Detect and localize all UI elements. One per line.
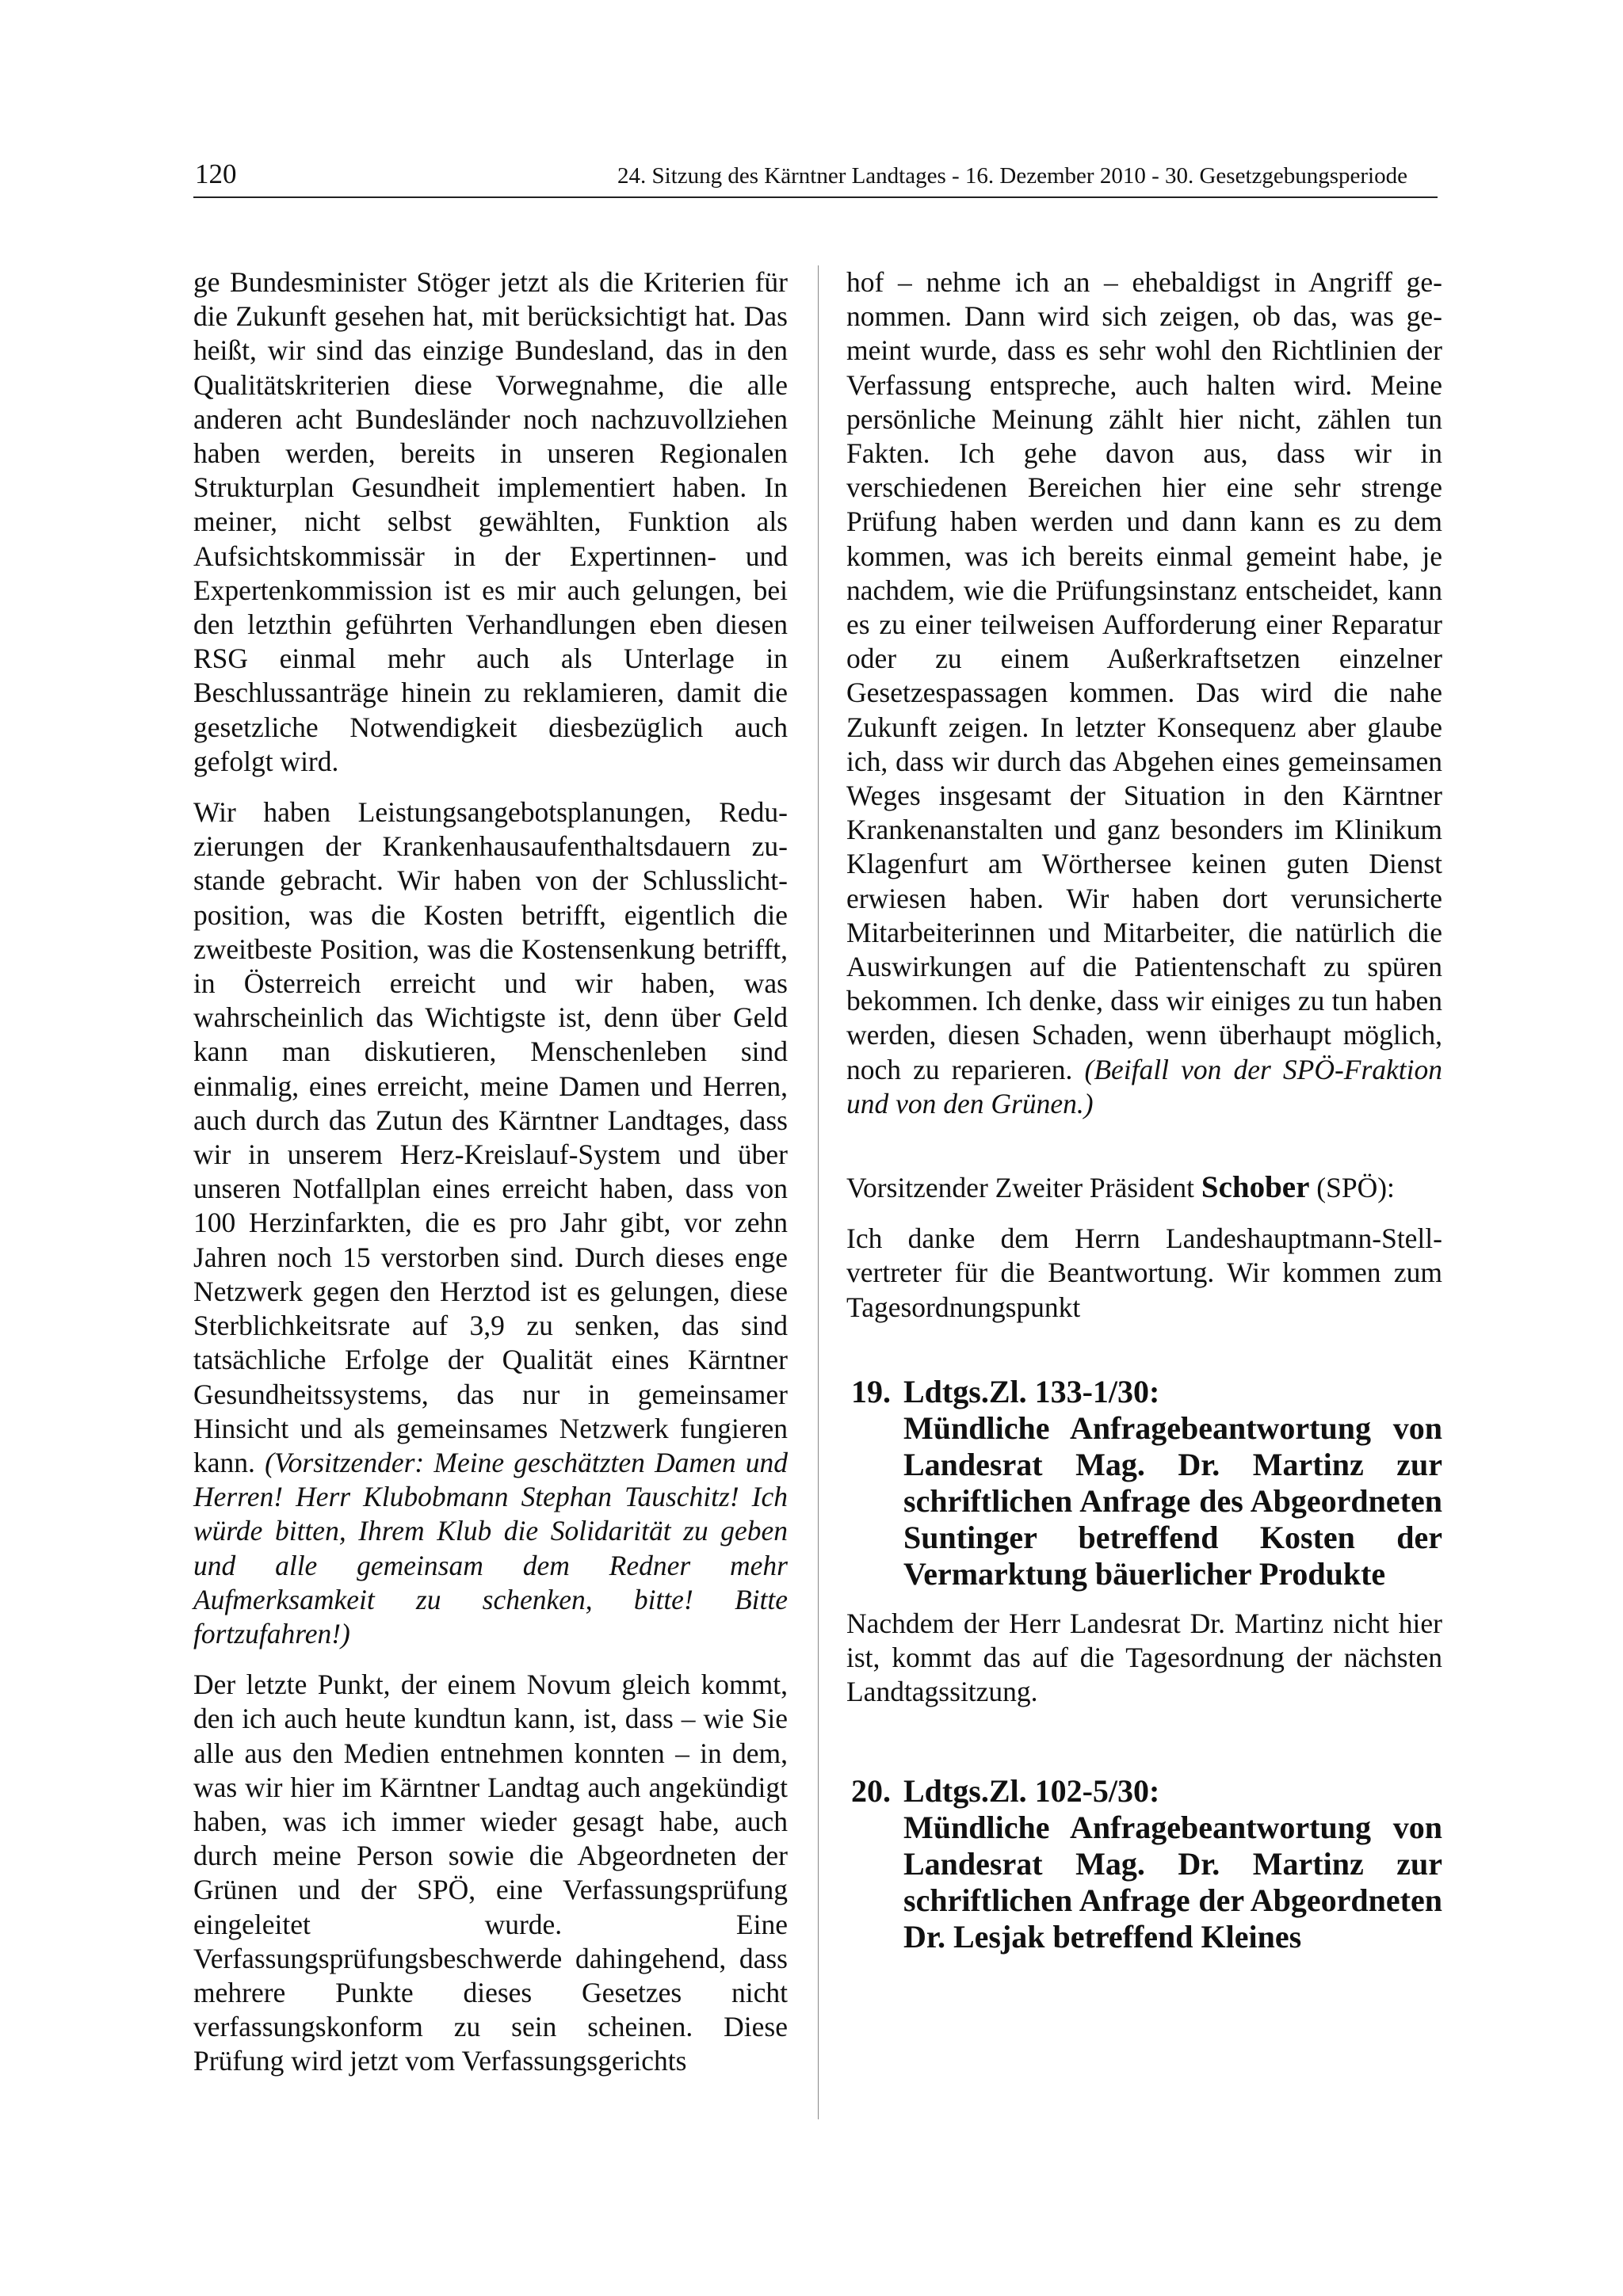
interjection: (Vorsitzender: Meine geschätzten Damen und Herren! Herr Klubobmann Stephan Tauschitz! Ich würde bitten, Ihrem Klub die Solidarität zu geben und alle gemeinsam dem Redner mehr Aufmerksamkeit zu schenken, bitte! Bitte fortzufahren!) [193,1446,788,1650]
paragraph-text: Wir haben Leistungsangebotsplanungen, Reduzierungen der Krankenhausaufenthaltsdauern zustande gebracht. Wir haben von der Schlusslichtposition, was die Kosten betrifft, eigentlich die zweitbeste Position, was die Kostensenkung betrifft, in Österreich erreicht und wir haben, was wahrscheinlich das Wichtigste ist, denn über Geld kann man diskutieren, Menschenleben sind einmalig, eines erreicht, meine Damen und Herren, auch durch das Zutun des Kärntner Landtages, dass wir in unserem Herz-Kreislauf-System und über unseren Notfallplan eines erreicht haben, dass von 100 Herzinfarkten, die es pro Jahr gibt, vor zehn Jahren noch 15 verstorben sind. Durch dieses enge Netzwerk gegen den Herztod ist es gelungen, diese Sterblichkeitsrate auf 3,9 zu senken, das sind tatsächliche Erfolge der Qualität eines Kärntner Gesundheitssystems, das nur in gemeinsamer Hinsicht und als gemeinsames Netzwerk fungieren kann. [193,796,788,1478]
speaker-name: Schober [1201,1170,1310,1205]
speaker-title: Vorsitzender Zweiter Präsident [846,1172,1201,1204]
speaker-line [846,1170,1442,1205]
page-number: 120 [195,158,237,189]
paragraph-text: hof – nehme ich an – ehebaldigst in Angriff genommen. Dann wird sich zeigen, ob das, was gemeint wurde, dass es sehr wohl den Richtlinien der Verfassung entspreche, auch halten wird. Meine persönliche Meinung zählt hier nicht, zählen tun Fakten. Ich gehe davon aus, dass wir in verschiedenen Bereichen hier eine sehr strenge Prüfung haben werden und dann kann es zu dem kommen, was ich bereits einmal gemeint habe, je nachdem, wie die Prüfungsinstanz entscheidet, kann es zu einer teilweisen Aufforderung einer Reparatur oder zu einem Außerkraftsetzen einzelner Gesetzespassagen kommen. Das wird die nahe Zukunft zeigen. In letzter Konsequenz aber glaube ich, dass wir durch das Abgehen eines gemeinsamen Weges insgesamt der Situation in den Kärntner Krankenanstalten und ganz besonders im Klinikum Klagenfurt am Wörthersee keinen guten Dienst erwiesen haben. Wir haben dort verunsicherte Mitarbeiterinnen und Mitarbeiter, die natürlich die Auswirkungen auf die Patientenschaft zu spüren bekommen. Ich denke, dass wir einiges zu tun haben werden, diesen Schaden, wenn überhaupt möglich, noch zu reparieren. [846,266,1442,1085]
paragraph: Ich danke dem Herrn Landeshauptmann-Stellvertreter für die Beantwortung. Wir kommen zum Tagesordnungspunkt [846,1222,1442,1323]
agenda-item-title: Mündliche Anfragebeantwortung von Landesrat Mag. Dr. Martinz zur schriftlichen Anfrage der Abgeordneten Dr. Lesjak betreffend Kleines [903,1809,1442,1955]
interjection: (Beifall von der SPÖ-Fraktion und von den Grünen.) [846,1053,1443,1119]
speaker-party: (SPÖ): [1309,1172,1395,1204]
page-header [193,155,1438,198]
agenda-item-reference: Ldtgs.Zl. 133-1/30: [903,1373,1160,1409]
paragraph: Nachdem der Herr Landesrat Dr. Martinz nicht hier ist, kommt das auf die Tagesordnung der nächsten Landtagssitzung. [846,1607,1442,1708]
paragraph [846,265,1442,1121]
running-title: 24. Sitzung des Kärntner Landtages - 16. Dezember 2010 - 30. Gesetzgebungsperiode [617,163,1407,189]
right-column [846,265,1442,1970]
paragraph: Der letzte Punkt, der einem Novum gleich kommt, den ich auch heute kundtun kann, ist, dass – wie Sie alle aus den Medien entnehmen konnten – in dem, was wir hier im Kärntner Landtag auch angekündigt haben, was ich immer wieder gesagt habe, auch durch meine Person sowie die Abgeordneten der Grünen und der SPÖ, eine Verfassungsprüfung eingeleitet wurde. Eine Verfassungsprüfungsbeschwerde dahingehend, dass mehrere Punkte dieses Gesetzes nicht verfassungskonform zu sein scheinen. Diese Prüfung wird jetzt vom Verfassungsgerichts [193,1669,788,2077]
paragraph [193,795,788,1651]
paragraph: ge Bundesminister Stöger jetzt als die Kriterien für die Zukunft gesehen hat, mit berücksichtigt hat. Das heißt, wir sind das einzige Bundesland, das in den Qualitätskriterien diese Vorwegnahme, die alle anderen acht Bundesländer noch nachzuvollziehen haben werden, bereits in unseren Regionalen Strukturplan Gesundheit implementiert haben. In meiner, nicht selbst gewählten, Funktion als Aufsichtskommissär in der Expertinnen- und Expertenkommission ist es mir auch gelungen, bei den letzthin geführten Verhandlungen eben diesen RSG einmal mehr auch als Unterlage in Beschlussanträge hinein zu reklamieren, damit die gesetzliche Notwendigkeit diesbezüglich auch gefolgt wird. [193,266,788,777]
agenda-item-reference: Ldtgs.Zl. 102-5/30: [903,1772,1160,1809]
agenda-item-19 [846,1374,1442,1592]
left-column [193,265,788,2096]
agenda-item-number: 20. [851,1772,891,1809]
agenda-item-20 [846,1773,1442,1955]
column-divider [818,265,819,2119]
agenda-item-title: Mündliche Anfragebeantwortung von Landesrat Mag. Dr. Martinz zur schriftlichen Anfrage des Abgeordneten Suntinger betreffend Kosten der Vermarktung bäuerlicher Produkte [903,1409,1442,1592]
agenda-item-number: 19. [851,1373,891,1409]
